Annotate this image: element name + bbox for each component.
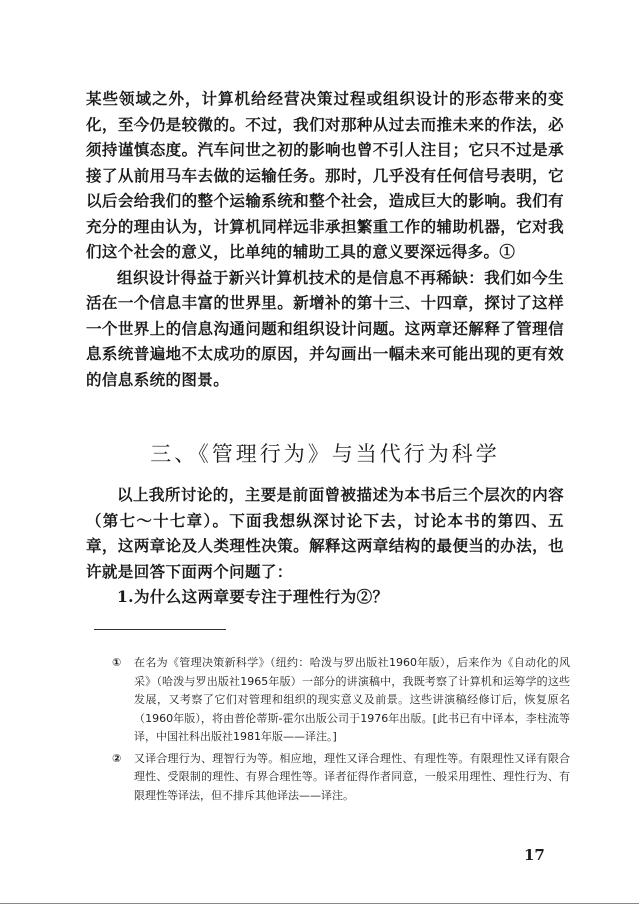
section-heading: 三、《管理行为》与当代行为科学 — [150, 442, 500, 466]
page-number: 17 — [524, 846, 545, 864]
footnote-1-text: 在名为《管理决策新科学》（纽约：哈泼与罗出版社1960年版），后来作为《自动化的风采》（哈泼与罗出版社1965年版）一部分的讲演稿中，我既考察了计算机和运筹学的这些发展，又考察了它们对管理和组织的现实意义及前景。这些讲演稿经修订后，恢复原名（1960年版），将由普伦蒂斯-霍尔出版公司于1976年出版。[此书已有中译本，李柱流等译，中国社科出版社1981年版——译注。] — [134, 656, 570, 743]
footnote-1 — [112, 654, 570, 747]
paragraph-discussion: 以上我所讨论的，主要是前面曾被描述为本书后三个层次的内容（第七～十七章）。下面我想纵深讨论下去，讨论本书的第四、五章，这两章论及人类理性决策。解释这两章结构的最便当的办法，也许就是回答下面两个问题了： — [86, 485, 564, 581]
footnote-2-mark: ② — [112, 751, 122, 765]
footnote-2-text: 又译合理行为、理智行为等。相应地，理性又译合理性、有理性等。有限理性又译有限合理性、受限制的理性、有界合理性等。译者征得作者同意，一般采用理性、理性行为、有限理性等译法，但不排斥其他译法——译注。 — [134, 751, 570, 802]
footnote-1-mark: ① — [112, 656, 122, 669]
body-text-bottom — [86, 482, 564, 610]
footnote-separator — [94, 629, 226, 630]
paragraph-computer-impact: 某些领域之外，计算机给经营决策过程或组织设计的形态带来的变化，至今仍是较微的。不过，我们对那种从过去而推未来的作法，必须持谨慎态度。汽车问世之初的影响也曾不引人注目；它只不过是承接了从前用马车去做的运输任务。那时，几乎没有任何信号表明，它以后会给我们的整个运输系统和整个社会，造成巨大的影响。我们有充分的理由认为，计算机同样远非承担繁重工作的辅助机器，它对我们这个社会的意义，比单纯的辅助工具的意义要深远得多。① — [86, 89, 564, 261]
paragraph-question-1: 1.为什么这两章要专注于理性行为②？ — [117, 587, 389, 606]
body-text-top — [86, 86, 564, 392]
footnote-2 — [112, 750, 570, 806]
paragraph-organization-design: 组织设计得益于新兴计算机技术的是信息不再稀缺：我们如今生活在一个信息丰富的世界里。新增补的第十三、十四章，探讨了这样一个世界上的信息沟通问题和组织设计问题。这两章还解释了管理信息系统普遍地不太成功的原因，并勾画出一幅未来可能出现的更有效的信息系统的图景。 — [86, 267, 564, 389]
footnotes — [112, 654, 570, 808]
bottom-edge-line — [0, 903, 639, 904]
